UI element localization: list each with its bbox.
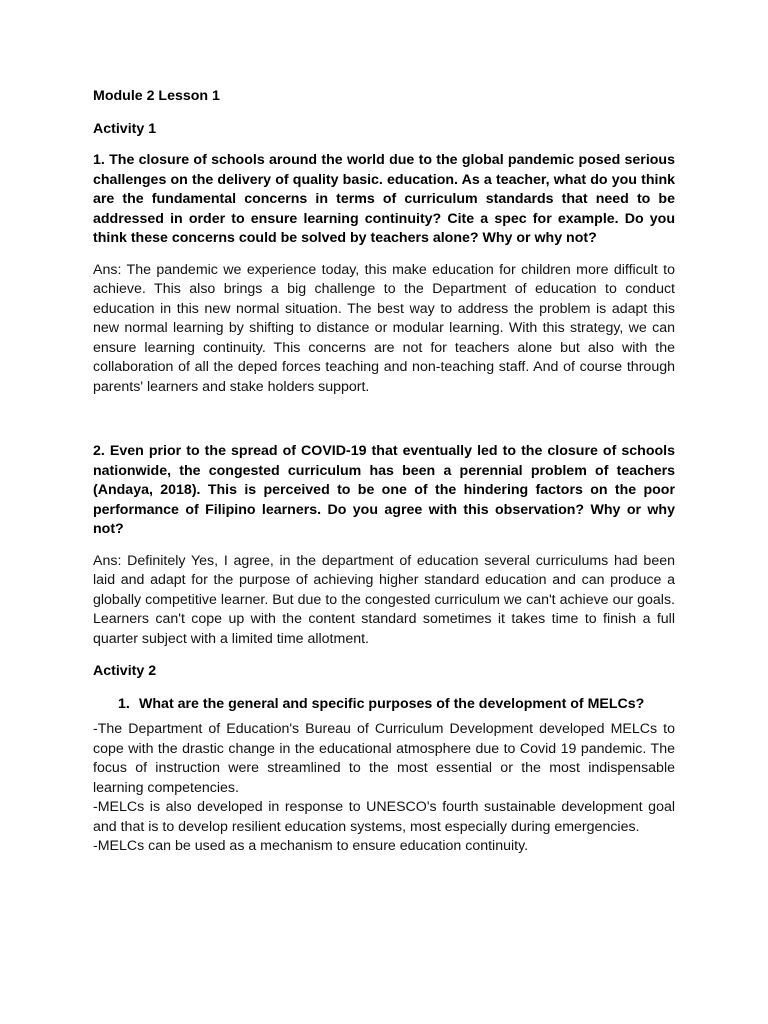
module-title: Module 2 Lesson 1 xyxy=(93,88,220,104)
list-question-text: What are the general and specific purposes of the development of MELCs? xyxy=(139,695,645,712)
activity-2-answers xyxy=(93,720,675,857)
list-number: 1. xyxy=(118,695,130,712)
activity-2-heading: Activity 2 xyxy=(93,663,157,679)
answer-paragraph: -MELCs is also developed in response to UNESCO's fourth sustainable development goal and that is to develop resilient education systems, most especially during emergencies. xyxy=(93,799,675,835)
document-page xyxy=(93,87,675,857)
activity-1-answer-1: Ans: The pandemic we experience today, this make education for children more difficult to achieve. This also brings a big challenge to the Department of education to conduct education in this new normal situation. The best way to address the problem is adapt this new normal learning by shifting to distance or modular learning. With this strategy, we can ensure learning continuity. This concerns are not for teachers alone but also with the collaboration of all the deped forces teaching and non-teaching staff. And of course through parents' learners and stake holders support. xyxy=(93,261,675,395)
answer-paragraph: -The Department of Education's Bureau of Curriculum Development developed MELCs to cope with the drastic change in the educational atmosphere due to Covid 19 pandemic. The focus of instruction were streamlined to the most essential or the most indispensable learning competencies. xyxy=(93,721,675,796)
activity-2-question-1 xyxy=(93,695,675,715)
activity-1-question-1: 1. The closure of schools around the world due to the global pandemic posed serious challenges on the delivery of quality basic. education. As a teacher, what do you think are the fundamental concerns in terms of curriculum standards that need to be addressed in order to ensure learning continuity? Cite a spec for example. Do you think these concerns could be solved by teachers alone? Why or why not? xyxy=(93,152,675,246)
activity-1-answer-2: Ans: Definitely Yes, I agree, in the department of education several curriculums had been laid and adapt for the purpose of achieving higher standard education and can produce a globally competitive learner. But due to the congested curriculum we can't achieve our goals. Learners can't cope up with the content standard sometimes it takes time to finish a full quarter subject with a limited time allotment. xyxy=(93,552,675,647)
activity-1-heading: Activity 1 xyxy=(93,120,157,137)
answer-paragraph: -MELCs can be used as a mechanism to ensure education continuity. xyxy=(93,838,529,854)
activity-1-question-2: 2. Even prior to the spread of COVID-19 that eventually led to the closure of schools nationwide, the congested curriculum has been a perennial problem of teachers (Andaya, 2018). This is perceived to be one of the hindering factors on the poor performance of Filipino learners. Do you agree with this observation? Why or why not? xyxy=(93,443,675,537)
